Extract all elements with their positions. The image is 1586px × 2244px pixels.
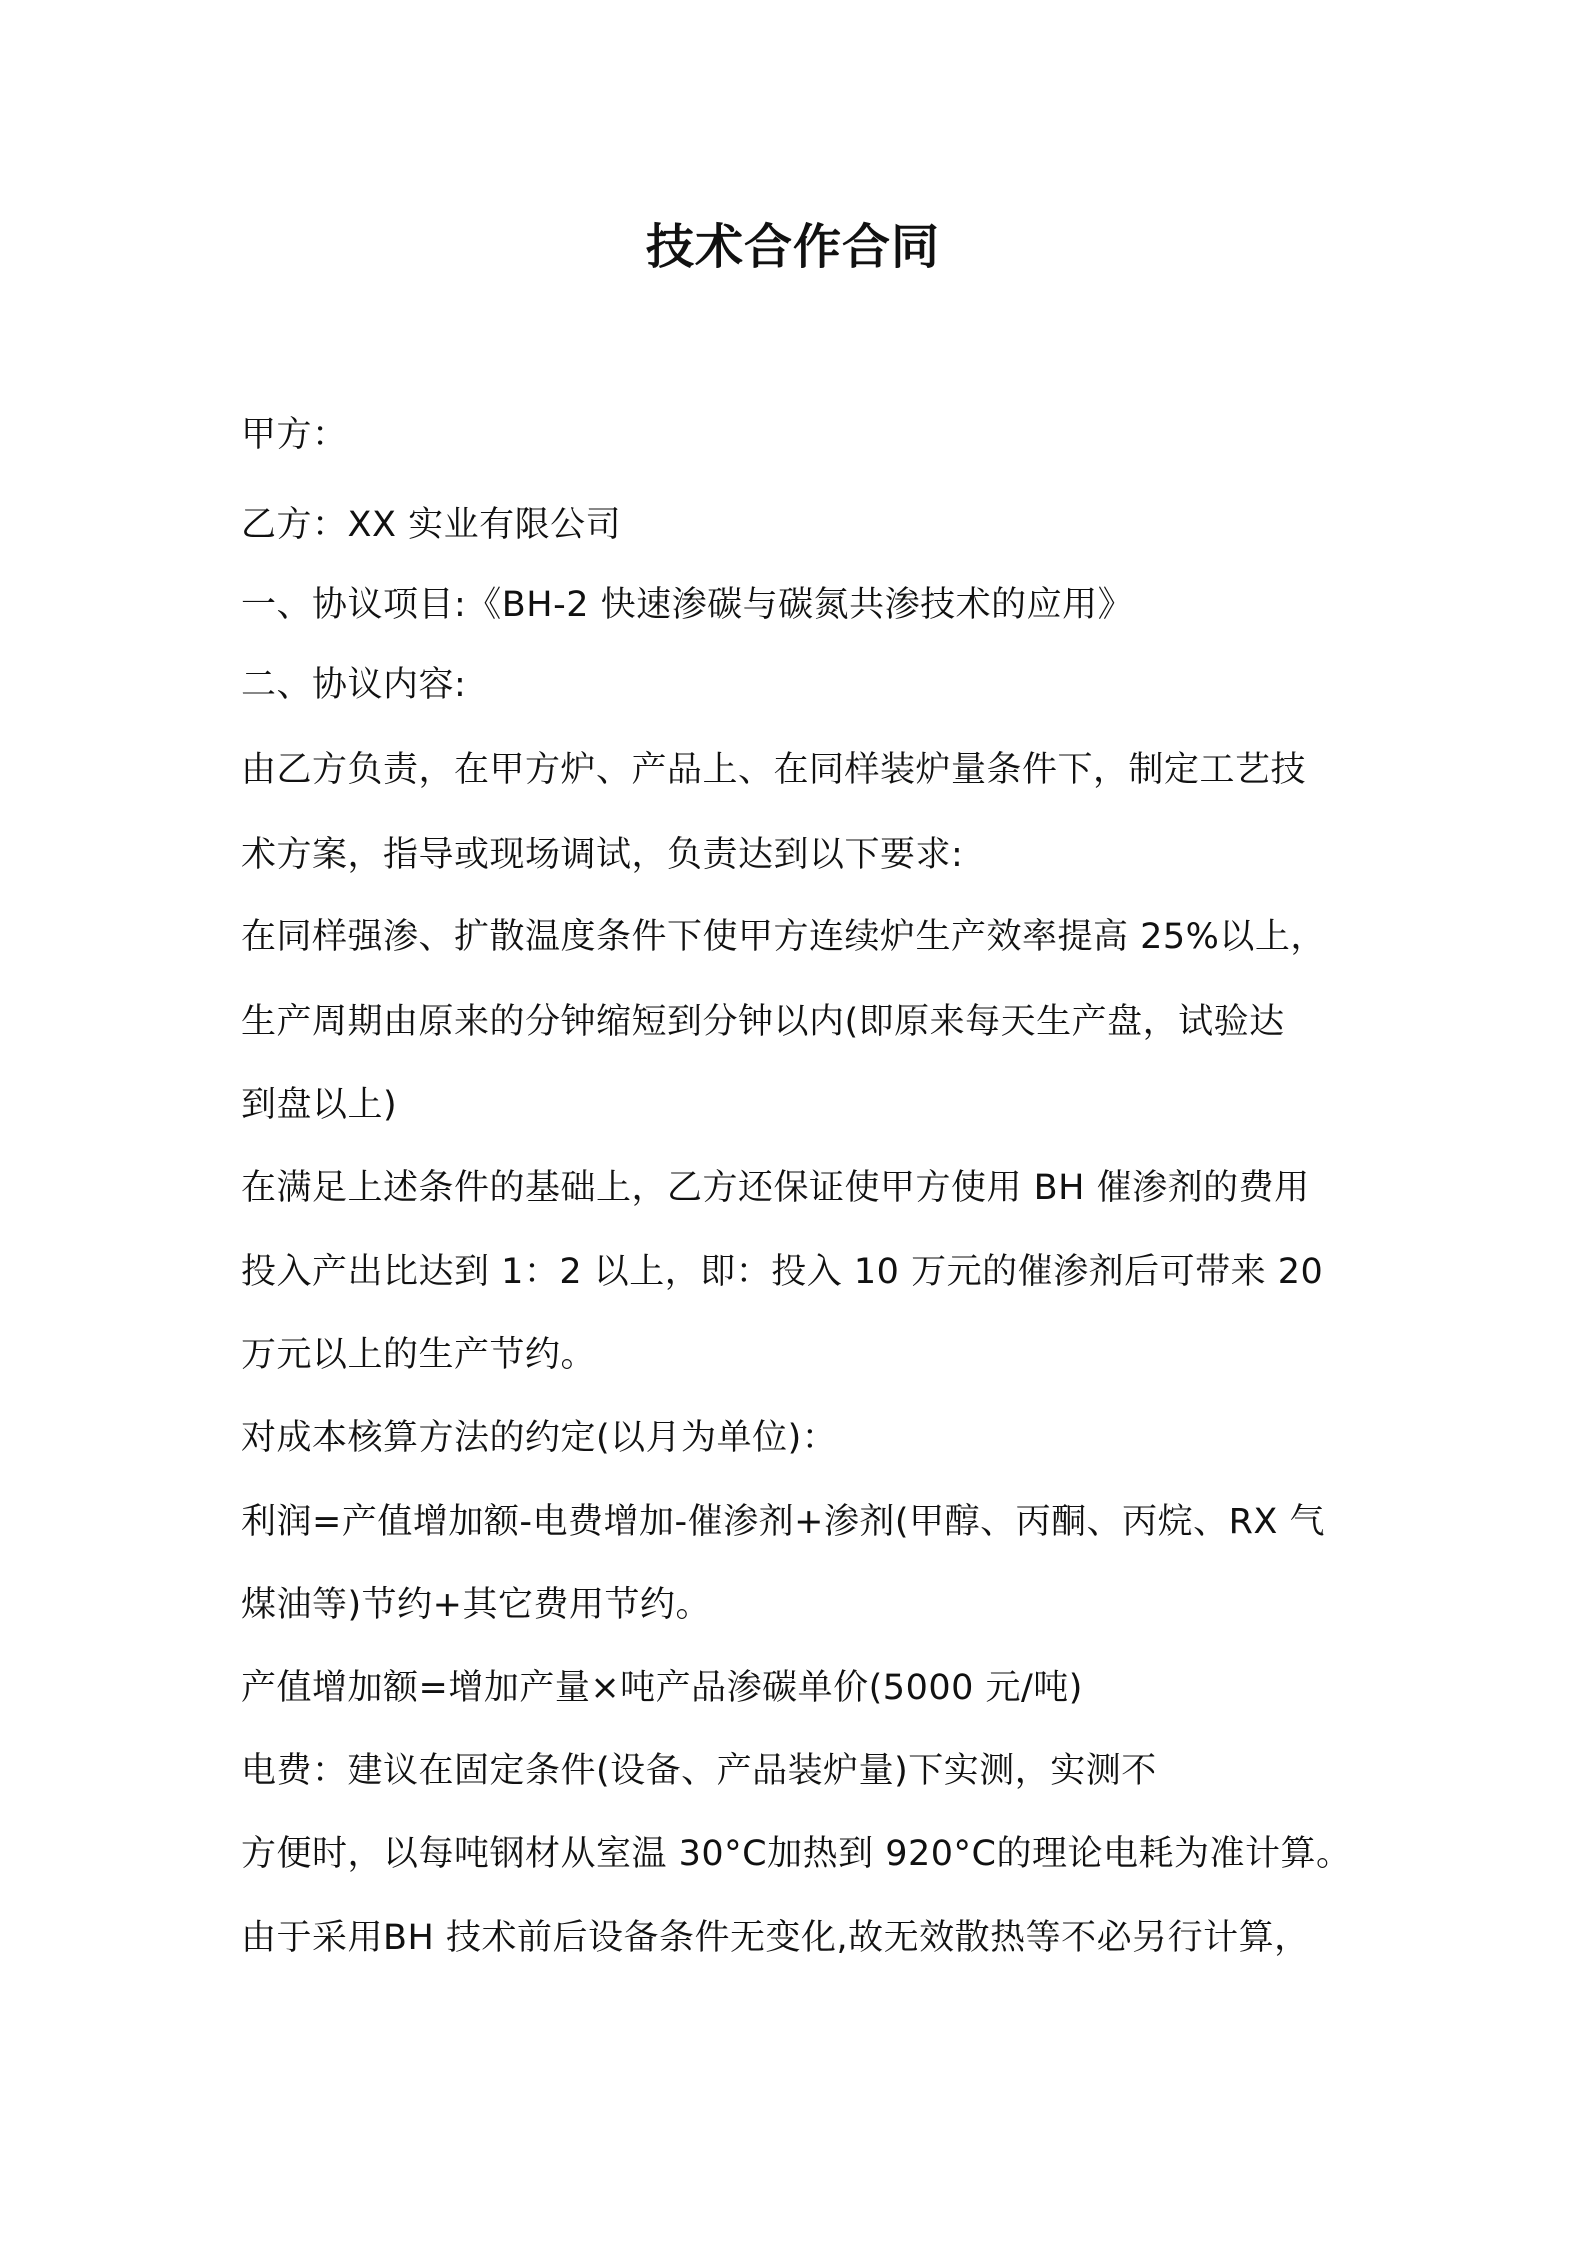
paragraph-line: 由于采用BH 技术前后设备条件无变化,故无效散热等不必另行计算， — [241, 1918, 1310, 1958]
agreement-item-line: 一、协议项目:《BH-2 快速渗碳与碳氮共渗技术的应用》 — [241, 585, 1134, 625]
paragraph-line: 生产周期由原来的分钟缩短到分钟以内(即原来每天生产盘，试验达 — [241, 1002, 1285, 1042]
paragraph-line: 投入产出比达到 1：2 以上，即：投入 10 万元的催渗剂后可带来 20 — [241, 1252, 1324, 1292]
paragraph-line: 电费：建议在固定条件(设备、产品装炉量)下实测，实测不 — [241, 1751, 1157, 1791]
paragraph-line: 煤油等)节约+其它费用节约。 — [241, 1585, 711, 1625]
paragraph-line: 利润=产值增加额-电费增加-催渗剂+渗剂(甲醇、丙酮、丙烷、RX 气 — [241, 1502, 1325, 1542]
paragraph-line: 在同样强渗、扩散温度条件下使甲方连续炉生产效率提高 25%以上， — [241, 917, 1326, 957]
paragraph-line: 万元以上的生产节约。 — [241, 1335, 597, 1375]
paragraph-line: 术方案，指导或现场调试，负责达到以下要求: — [241, 835, 964, 875]
paragraph-line: 到盘以上) — [241, 1085, 398, 1125]
paragraph-line: 由乙方负责，在甲方炉、产品上、在同样装炉量条件下，制定工艺技 — [241, 750, 1307, 790]
paragraph-line: 在满足上述条件的基础上，乙方还保证使甲方使用 BH 催渗剂的费用 — [241, 1168, 1310, 1208]
document-title: 技术合作合同 — [645, 219, 940, 275]
agreement-content-heading: 二、协议内容: — [241, 665, 467, 705]
party-b-line: 乙方：XX 实业有限公司 — [241, 505, 622, 545]
paragraph-line: 方便时，以每吨钢材从室温 30°C加热到 920°C的理论电耗为准计算。 — [241, 1834, 1352, 1874]
paragraph-line: 对成本核算方法的约定(以月为单位)： — [241, 1418, 838, 1458]
party-a-line: 甲方： — [241, 415, 348, 455]
paragraph-line: 产值增加额=增加产量×吨产品渗碳单价(5000 元/吨) — [241, 1668, 1083, 1708]
